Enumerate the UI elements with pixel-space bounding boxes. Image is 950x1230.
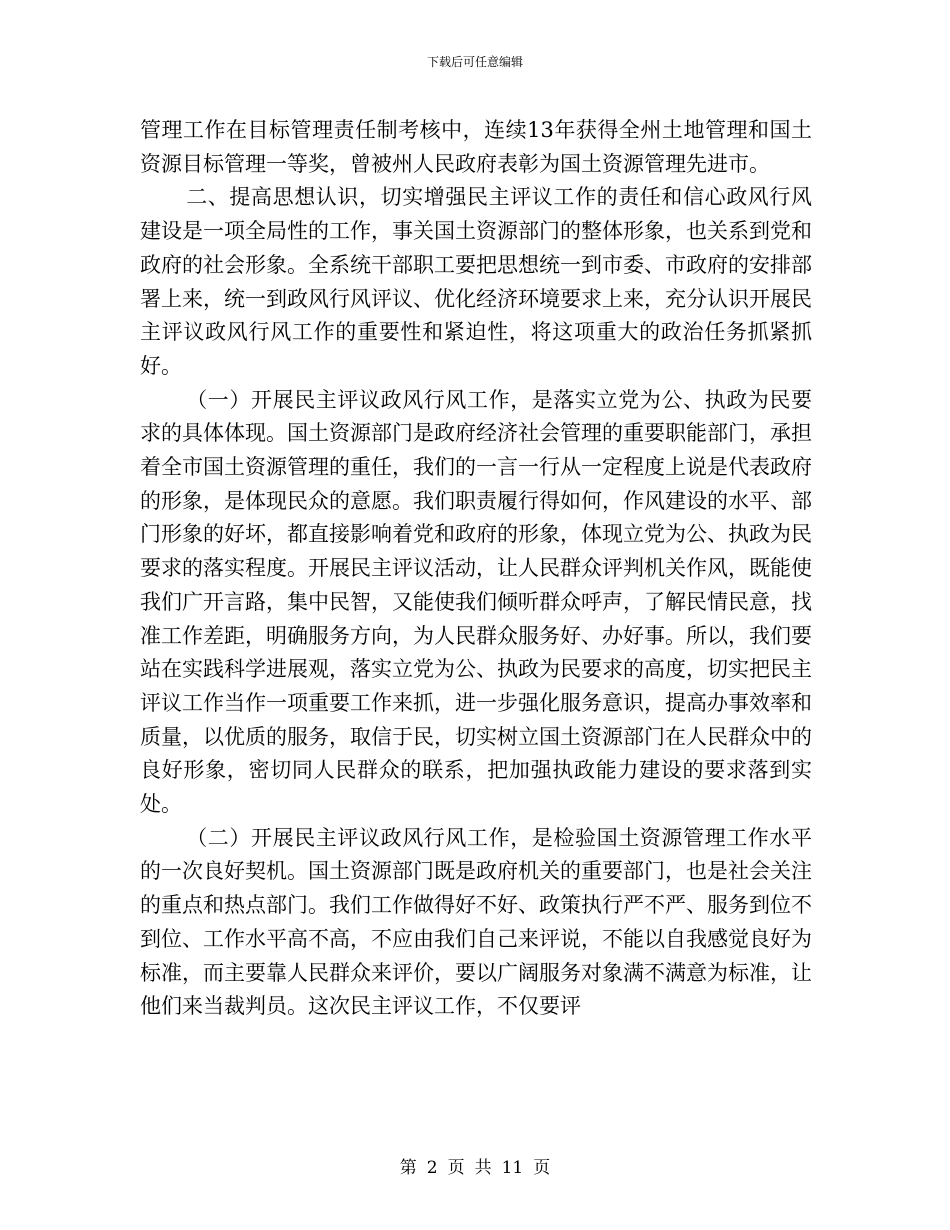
- page-header-note: 下载后可任意编辑: [426, 55, 523, 69]
- paragraph: （二）开展民主评议政风行风工作，是检验国土资源管理工作水平的一次良好契机。国土资源部门既是政府机关的重要部门，也是社会关注的重点和热点部门。我们工作做得好不好、政策执行严不严、服务到位不到位、工作水平高不高，不应由我们自己来评说，不能以自我感觉良好为标准，而主要靠人民群众来评价，要以广阔服务对象满不满意为标准，让他们来当裁判员。这次民主评议工作，不仅要评: [140, 825, 812, 1019]
- paragraph: 管理工作在目标管理责任制考核中，连续13年获得全州土地管理和国土资源目标管理一等奖，曾被州人民政府表彰为国土资源管理先进市。: [140, 118, 812, 176]
- paragraph: 二、提高思想认识，切实增强民主评议工作的责任和信心政风行风建设是一项全局性的工作，事关国土资源部门的整体形象，也关系到党和政府的社会形象。全系统干部职工要把思想统一到市委、市政府的安排部署上来，统一到政风行风评议、优化经济环境要求上来，充分认识开展民主评议政风行风工作的重要性和紧迫性，将这项重大的政治任务抓紧抓好。: [140, 185, 812, 378]
- footer-label-total-unit: 页: [533, 1158, 551, 1178]
- footer-label-page-unit: 页: [447, 1158, 465, 1178]
- page-footer: [0, 1157, 950, 1179]
- footer-current-page: 2: [426, 1158, 438, 1178]
- document-body: [140, 114, 812, 1024]
- footer-label-total: 共: [474, 1158, 492, 1178]
- footer-label-page: 第: [399, 1158, 417, 1178]
- paragraph: （一）开展民主评议政风行风工作，是落实立党为公、执政为民要求的具体体现。国土资源部门是政府经济社会管理的重要职能部门，承担着全市国土资源管理的重任，我们的一言一行从一定程度上说是代表政府的形象，是体现民众的意愿。我们职责履行得如何，作风建设的水平、部门形象的好坏，都直接影响着党和政府的形象，体现立党为公、执政为民要求的落实程度。开展民主评议活动，让人民群众评判机关作风，既能使我们广开言路，集中民智，又能使我们倾听群众呼声，了解民情民意，找准工作差距，明确服务方向，为人民群众服务好、办好事。所以，我们要站在实践科学进展观，落实立党为公、执政为民要求的高度，切实把民主评议工作当作一项重要工作来抓，进一步强化服务意识，提高办事效率和质量，以优质的服务，取信于民，切实树立国土资源部门在人民群众中的良好形象，密切同人民群众的联系，把加强执政能力建设的要求落到实处。: [140, 387, 812, 817]
- footer-total-pages: 11: [501, 1158, 524, 1178]
